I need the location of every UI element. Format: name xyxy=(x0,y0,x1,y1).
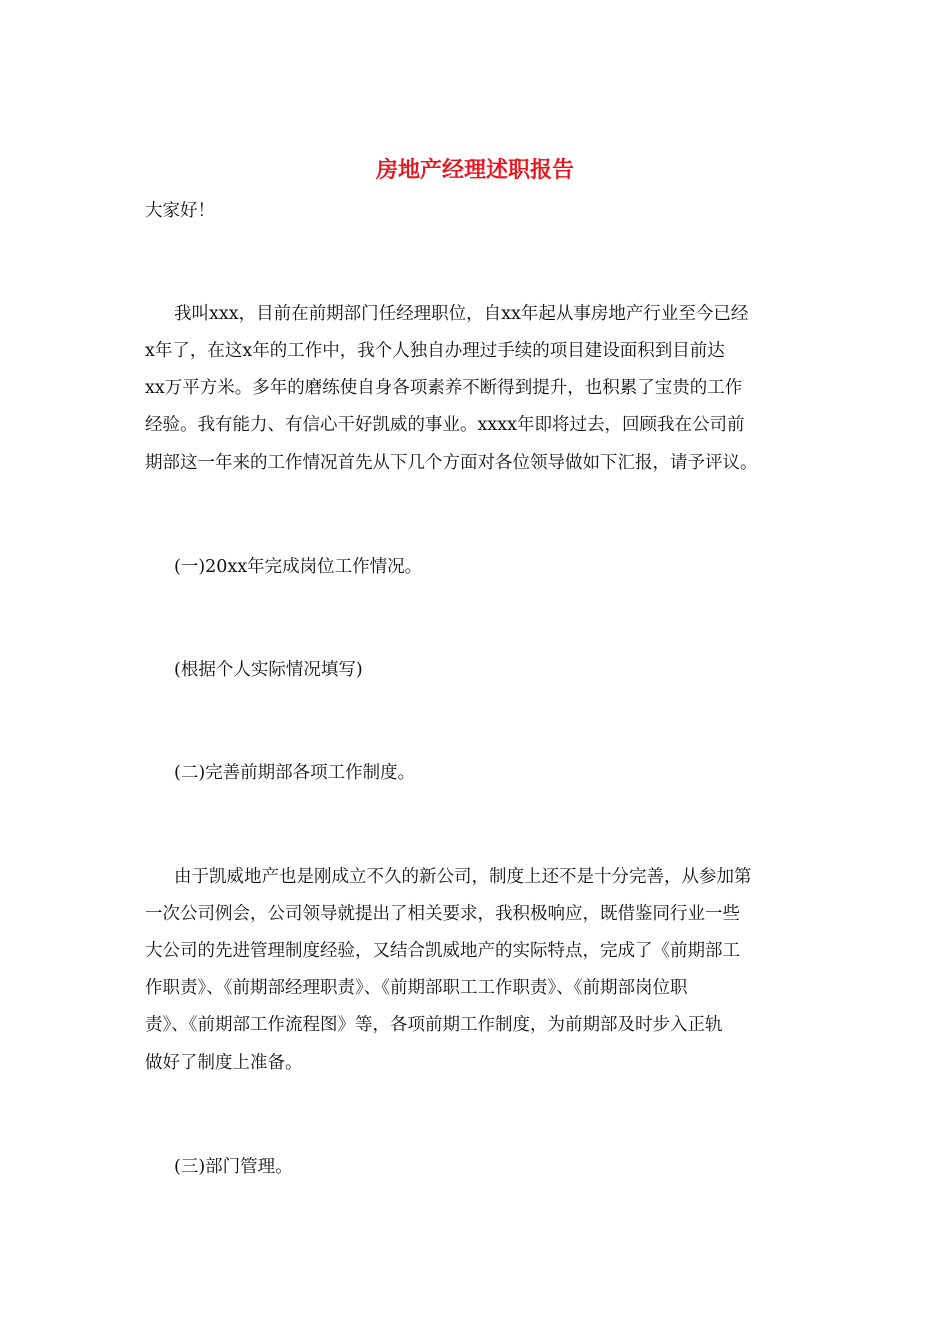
document-title: 房地产经理述职报告 xyxy=(375,157,574,183)
paragraph-line: 大公司的先进管理制度经验，又结合凯威地产的实际特点，完成了《前期部工 xyxy=(145,941,740,961)
section-heading-2: (二)完善前期部各项工作制度。 xyxy=(174,763,416,783)
paragraph-line: 做好了制度上准备。 xyxy=(145,1053,303,1073)
section-heading-3: (三)部门管理。 xyxy=(174,1157,293,1177)
paragraph-line: 一次公司例会，公司领导就提出了相关要求，我积极响应，既借鉴同行业一些 xyxy=(145,904,740,924)
section-heading-1: (一)20xx年完成岗位工作情况。 xyxy=(174,557,423,577)
paragraph-line: x年了，在这x年的工作中，我个人独自办理过手续的项目建设面积到目前达 xyxy=(145,341,725,361)
note: (根据个人实际情况填写) xyxy=(174,660,363,680)
paragraph-line: xx万平方米。多年的磨练使自身各项素养不断得到提升，也积累了宝贵的工作 xyxy=(145,378,743,398)
paragraph-line: 经验。我有能力、有信心干好凯威的事业。xxxx年即将过去，回顾我在公司前 xyxy=(145,415,745,435)
paragraph-line: 由于凯威地产也是刚成立不久的新公司，制度上还不是十分完善，从参加第 xyxy=(174,867,752,887)
paragraph-line: 作职责》、《前期部经理职责》、《前期部职工工作职责》、《前期部岗位职 xyxy=(145,978,688,998)
greeting: 大家好！ xyxy=(145,201,215,221)
paragraph-line: 责》、《前期部工作流程图》等，各项前期工作制度，为前期部及时步入正轨 xyxy=(145,1015,723,1035)
paragraph-line: 我叫xxx，目前在前期部门任经理职位，自xx年起从事房地产行业至今已经 xyxy=(174,304,749,324)
paragraph-line: 期部这一年来的工作情况首先从下几个方面对各位领导做如下汇报，请予评议。 xyxy=(145,453,758,473)
